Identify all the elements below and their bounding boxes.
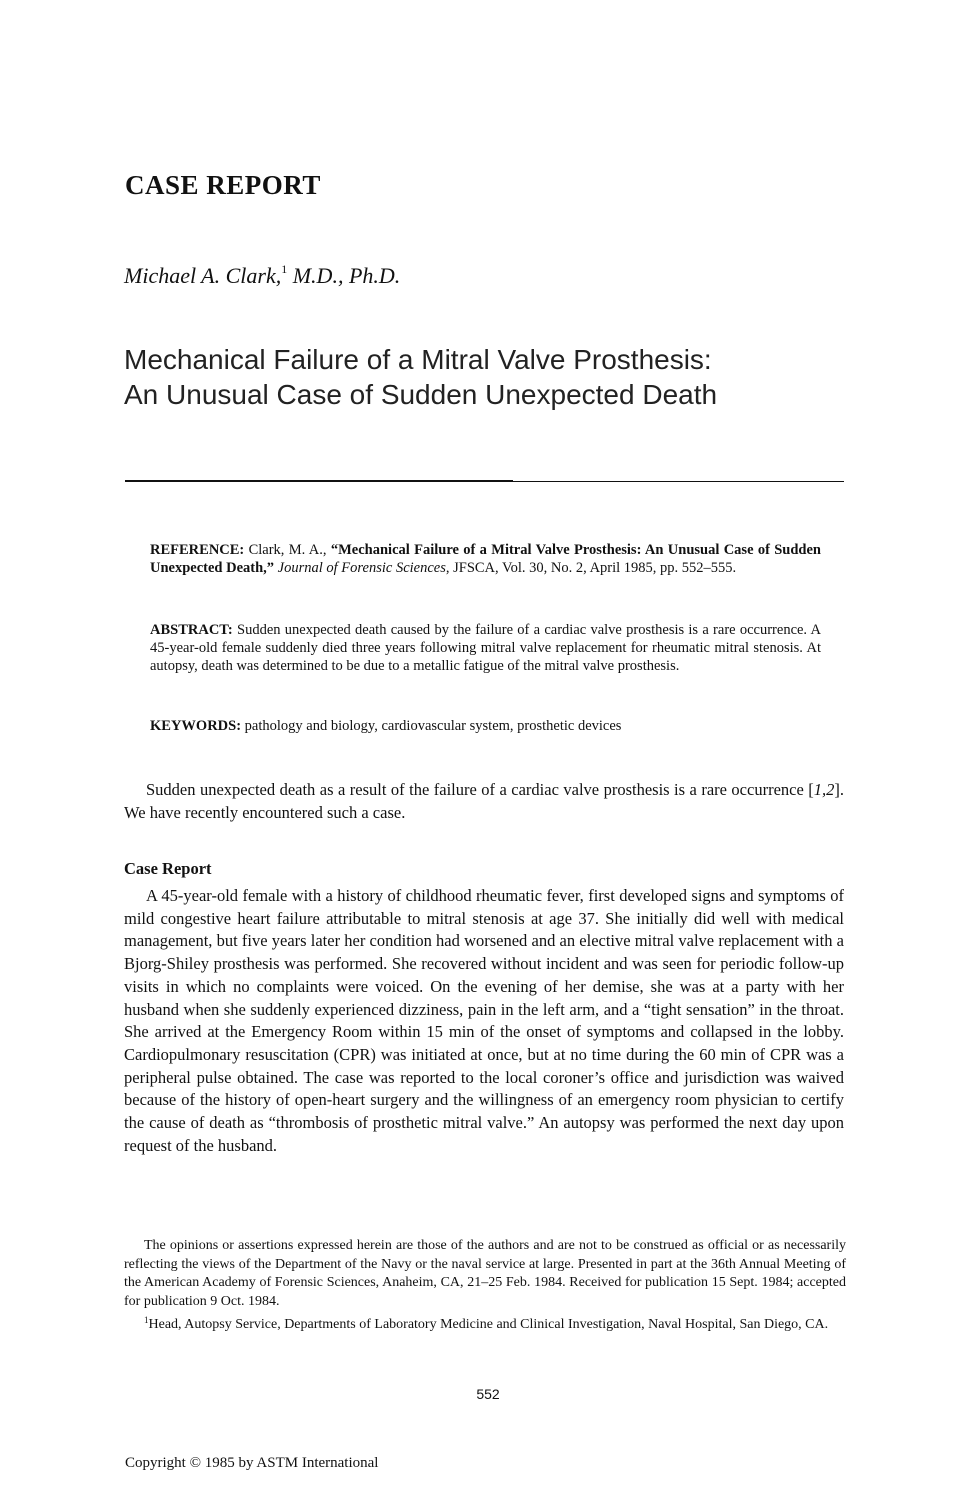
section-label: CASE REPORT (125, 170, 321, 200)
article-title (124, 342, 884, 412)
reference-journal: Journal of Forensic Sciences (277, 560, 446, 576)
abstract-text: Sudden unexpected death caused by the failure of a cardiac valve prosthesis is a rare occurrence. A 45-year-old female suddenly died three years following mitral valve replacement for rheumatic mitral stenosis. At autopsy, death was determined to be due to a metallic fatigue of the mitral valve prosthesis. (150, 622, 821, 674)
intro-text-after: ]. We have recently encountered such a case. (124, 780, 844, 822)
author-name: Michael A. Clark, (124, 263, 282, 288)
title-line-1: Mechanical Failure of a Mitral Valve Prosthesis: (124, 344, 712, 375)
reference-citation: , JFSCA, Vol. 30, No. 2, April 1985, pp. 552–555. (445, 560, 737, 576)
case-report-paragraph (124, 885, 844, 1157)
abstract-block (150, 621, 821, 675)
intro-text-before: Sudden unexpected death as a result of the failure of a cardiac valve prosthesis is a rare occurrence [ (146, 780, 814, 799)
intro-citation-refs: 1,2 (813, 780, 835, 799)
affiliation-mark: 1 (144, 1315, 149, 1326)
keywords-label: KEYWORDS: (150, 718, 242, 734)
copyright-notice: Copyright © 1985 by ASTM International (125, 1455, 379, 1471)
title-rule-thick (125, 480, 513, 482)
intro-paragraph (124, 779, 844, 824)
keywords-block (150, 717, 821, 735)
reference-block (150, 541, 821, 577)
author-line (124, 262, 400, 289)
abstract-label: ABSTRACT: (150, 622, 233, 638)
reference-article-title: “Mechanical Failure of a Mitral Valve Prosthesis: An Unusual Case of Sudden Unexpected Death,” (150, 542, 821, 576)
affiliation-text: Head, Autopsy Service, Departments of Laboratory Medicine and Clinical Investigation, Naval Hospital, San Diego, CA. (148, 1317, 829, 1333)
footnote-disclaimer: The opinions or assertions expressed herein are those of the authors and are not to be construed as official or as necessarily reflecting the views of the Department of the Navy or the naval service at large. Presented in part at the 36th Annual Meeting of the American Academy of Forensic Sciences, Anaheim, CA, 21–25 Feb. 1984. Received for publication 15 Sept. 1984; accepted for publication 9 Oct. 1984. (124, 1238, 846, 1309)
footnote-affiliation (124, 1311, 846, 1335)
case-report-heading: Case Report (124, 859, 212, 878)
title-rule-thin (513, 481, 844, 482)
case-report-text: A 45-year-old female with a history of childhood rheumatic fever, first developed signs and symptoms of mild congestive heart failure attributable to mitral stenosis at age 37. She initially did well with medical management, but five years later her condition had worsened and an elective mitral valve replacement with a Bjorg-Shiley prosthesis was performed. She recovered without incident and was seen for periodic follow-up visits in which no complaints were voiced. On the evening of her demise, she was at a party with her husband when she suddenly experienced dizziness, pain in the left arm, and a “tight sensation” in the throat. She arrived at the Emergency Room within 15 min of the onset of symptoms and collapsed in the lobby. Cardiopulmonary resuscitation (CPR) was initiated at once, but at no time during the 60 min of CPR was a peripheral pulse obtained. The case was reported to the local coroner’s office and jurisdiction was waived because of the history of open-heart surgery and the willingness of an emergency room physician to certify the cause of death as “thrombosis of prosthetic mitral valve.” An autopsy was performed the next day upon request of the husband. (124, 886, 844, 1155)
keywords-text: pathology and biology, cardiovascular system, prosthetic devices (244, 718, 622, 734)
reference-authors: Clark, M. A., (248, 542, 331, 558)
title-line-2: An Unusual Case of Sudden Unexpected Death (124, 379, 718, 410)
author-degrees: M.D., Ph.D. (292, 263, 401, 288)
page-number: 552 (476, 1386, 500, 1402)
footnotes (124, 1237, 846, 1335)
author-footnote-mark: 1 (281, 262, 288, 276)
reference-label: REFERENCE: (150, 542, 245, 558)
